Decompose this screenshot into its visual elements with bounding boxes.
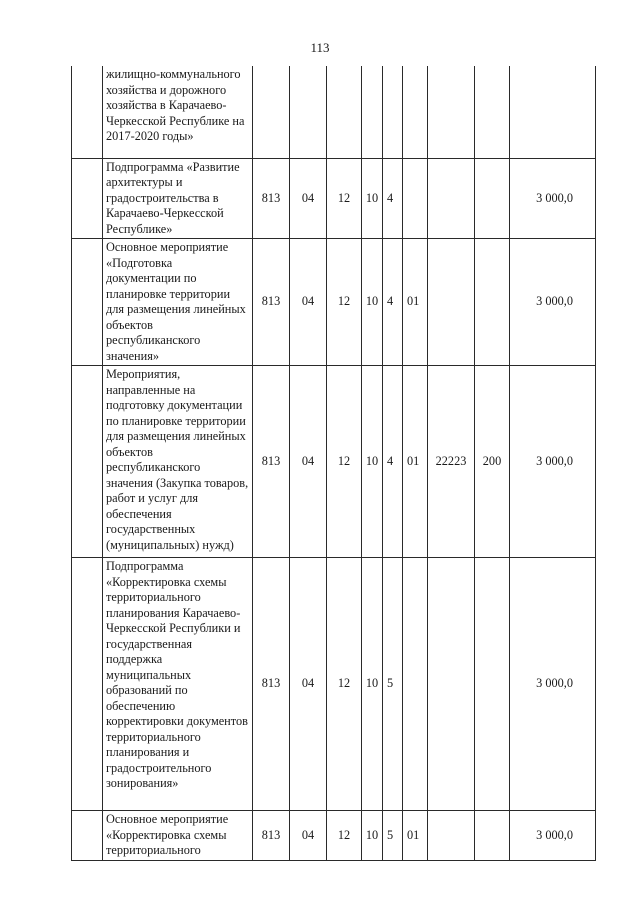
- subprogram-code: 5: [383, 558, 403, 811]
- program-code: 10: [362, 239, 383, 366]
- section-code: [290, 66, 327, 158]
- subprogram-code: 5: [383, 811, 403, 861]
- empty-cell: [72, 366, 103, 558]
- direction-code: 22223: [428, 366, 475, 558]
- section-code: 04: [290, 558, 327, 811]
- section-code: 04: [290, 811, 327, 861]
- event-code: 01: [403, 239, 428, 366]
- ved-code: 813: [253, 558, 290, 811]
- event-code: [403, 558, 428, 811]
- row-name: Подпрограмма «Развитие архитектуры и градостроительства в Карачаево-Черкесской Республике»: [103, 158, 253, 239]
- ved-code: 813: [253, 158, 290, 239]
- empty-cell: [72, 558, 103, 811]
- event-code: 01: [403, 811, 428, 861]
- table-row: [72, 811, 596, 861]
- ved-code: 813: [253, 811, 290, 861]
- direction-code: [428, 811, 475, 861]
- event-code: 01: [403, 366, 428, 558]
- empty-cell: [72, 158, 103, 239]
- program-code: 10: [362, 366, 383, 558]
- amount: [510, 66, 596, 158]
- event-code: [403, 158, 428, 239]
- amount: 3 000,0: [510, 366, 596, 558]
- table-row: [72, 66, 596, 158]
- empty-cell: [72, 66, 103, 158]
- subsection-code: 12: [327, 239, 362, 366]
- program-code: 10: [362, 158, 383, 239]
- amount: 3 000,0: [510, 158, 596, 239]
- ved-code: 813: [253, 366, 290, 558]
- expense-type-code: [475, 66, 510, 158]
- table-row: [72, 158, 596, 239]
- subsection-code: [327, 66, 362, 158]
- amount: 3 000,0: [510, 558, 596, 811]
- subprogram-code: 4: [383, 158, 403, 239]
- section-code: 04: [290, 158, 327, 239]
- ved-code: [253, 66, 290, 158]
- expense-type-code: [475, 811, 510, 861]
- subprogram-code: 4: [383, 366, 403, 558]
- section-code: 04: [290, 239, 327, 366]
- expense-type-code: [475, 158, 510, 239]
- expense-type-code: 200: [475, 366, 510, 558]
- page-number: 113: [310, 40, 330, 55]
- row-name: Основное мероприятие «Корректировка схемы территориального: [103, 811, 253, 861]
- expense-type-code: [475, 239, 510, 366]
- amount: 3 000,0: [510, 811, 596, 861]
- table-row: [72, 558, 596, 811]
- table-row: [72, 239, 596, 366]
- expense-type-code: [475, 558, 510, 811]
- amount: 3 000,0: [510, 239, 596, 366]
- row-name: жилищно-коммунального хозяйства и дорожного хозяйства в Карачаево-Черкесской Республике на 2017-2020 годы»: [103, 66, 253, 158]
- empty-cell: [72, 811, 103, 861]
- subsection-code: 12: [327, 558, 362, 811]
- empty-cell: [72, 239, 103, 366]
- subsection-code: 12: [327, 811, 362, 861]
- ved-code: 813: [253, 239, 290, 366]
- subsection-code: 12: [327, 158, 362, 239]
- subsection-code: 12: [327, 366, 362, 558]
- program-code: 10: [362, 558, 383, 811]
- program-code: 10: [362, 811, 383, 861]
- table-body: [72, 66, 596, 860]
- direction-code: [428, 66, 475, 158]
- budget-table: [71, 66, 596, 861]
- table-row: [72, 366, 596, 558]
- direction-code: [428, 558, 475, 811]
- row-name: Основное мероприятие «Подготовка документации по планировке территории для размещения линейных объектов республиканского значения»: [103, 239, 253, 366]
- event-code: [403, 66, 428, 158]
- program-code: [362, 66, 383, 158]
- direction-code: [428, 239, 475, 366]
- row-name: Мероприятия, направленные на подготовку документации по планировке территории для размещения линейных объектов республиканского значения (Закупка товаров, работ и услуг для обеспечения государственных (муниципальных) нужд): [103, 366, 253, 558]
- subprogram-code: 4: [383, 239, 403, 366]
- direction-code: [428, 158, 475, 239]
- section-code: 04: [290, 366, 327, 558]
- subprogram-code: [383, 66, 403, 158]
- row-name: Подпрограмма «Корректировка схемы территориального планирования Карачаево-Черкесской Республики и государственная поддержка муниципальных образований по обеспечению корректировки документов территориального планирования и градостроительного зонирования»: [103, 558, 253, 811]
